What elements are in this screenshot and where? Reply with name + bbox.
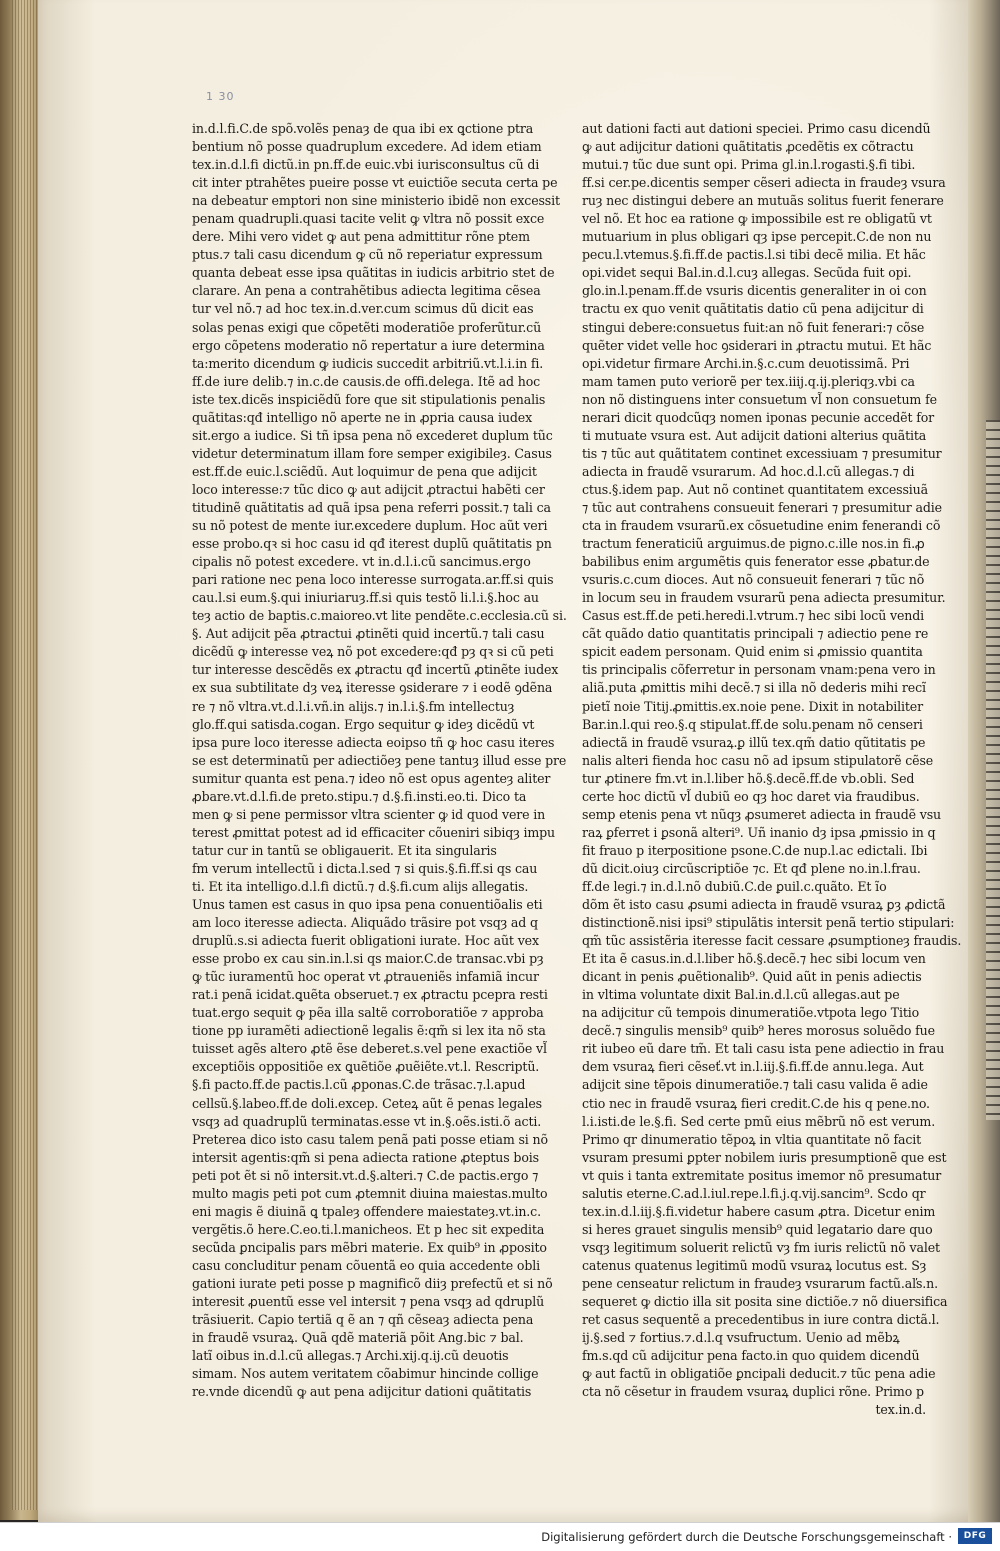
text-column-left <box>192 120 567 1401</box>
text-line: certe hoc dictũ vl̃ dubiũ eo qȝ hoc daret via fraudibus. <box>582 788 920 804</box>
text-line: Casus est.ff.de peti.heredi.l.vtrum.⁊ hec sibi locũ vendi <box>582 608 925 624</box>
text-line: fm.s.qd cũ adijcitur pena facto.in quo quidem dicendũ <box>582 1348 920 1364</box>
text-line: semp etenis pena vt nũqȝ ꝓsumeret adiecta in fraudẽ vsu <box>582 806 941 822</box>
text-line: na adijcitur cũ tempois dinumeratiõe.vtpota lego Titio <box>582 1005 920 1021</box>
text-line: Et ita ẽ casus.in.d.l.liber hõ.§.decẽ.⁊ hec sibi locum ven <box>582 951 926 967</box>
text-line: quãtitas:qđ intelligo nõ aperte ne in ꝓpria causa iudex <box>192 409 533 425</box>
text-line: vsqȝ legitimum soluerit relictũ vȝ fm iuris relictũ nõ valet <box>582 1239 940 1255</box>
text-line: loco interesse:⁊ tũc dico ꝙ aut adijcit ꝓtractui habẽti cer <box>192 481 545 497</box>
text-line: terest ꝓmittat potest ad id efficaciter cõueniri sibiqȝ impu <box>192 824 556 840</box>
text-line: non nõ distinguens inter consuetum vl̃ non consuetum fe <box>582 391 937 407</box>
text-line: tur interesse descẽdẽs ex ꝓtractu qđ incertũ ꝓtinẽte iudex <box>192 662 559 678</box>
text-line: adiectã in fraudẽ vsuraꝝ.ꝑ illũ tex.qm̃ datio qũtitatis pe <box>582 734 926 750</box>
text-line: glo.ff.qui satisda.cogan. Ergo sequitur ꝙ ideȝ dicẽdũ vt <box>192 716 535 732</box>
text-line: spicit eadem personam. Quid enim si ꝓmissio quantita <box>582 644 923 660</box>
text-line: eni magis ẽ diuinã ꝗ tpaleȝ offendere maiestateȝ.vt.in.c. <box>192 1203 541 1219</box>
text-line: glo.in.l.penam.ff.de vsuris dicentis generaliter in oi con <box>582 283 927 299</box>
text-line: fit frauo p iterpositione psone.C.de nup.l.ac edictali. Ibi <box>582 842 928 858</box>
text-line: sequeret ꝙ dictio illa sit posita sine dictiõe.⁊ nõ diuersifica <box>582 1294 948 1310</box>
text-line: opi.videtur firmare Archi.in.§.c.cum deuotissimã. Pri <box>582 355 910 371</box>
text-line: stingui debere:consuetus fuit:an nõ fuit fenerari:⁊ cõse <box>582 319 925 335</box>
text-line: ff.de iure delib.⁊ in.c.de causis.de offi.delega. Itẽ ad hoc <box>192 373 541 389</box>
text-line: vel nõ. Et hoc ea ratione ꝙ impossibile est re obligatũ vt <box>582 211 932 227</box>
text-line: esse probo ex cau sin.in.l.si qs maior.C.de transac.vbi pȝ <box>192 951 544 967</box>
text-line: sumitur quanta est pena.⁊ ideo nõ est opus agenteȝ aliter <box>192 770 551 786</box>
text-line: ipsa pure loco iteresse adiecta eoipso tñ ꝙ hoc casu iteres <box>192 734 555 750</box>
text-line: Bar.in.l.qui reo.§.q stipulat.ff.de solu.penam nõ censeri <box>582 716 923 732</box>
funding-credit: Digitalisierung gefördert durch die Deutsche Forschungsgemeinschaft · <box>541 1530 952 1544</box>
text-line: tatur cur in tantũ se obligauerit. Et ita singularis <box>192 842 497 858</box>
text-line: adijcit sine tẽpois dinumeratiõe.⁊ tali casu valida ẽ adie <box>582 1077 928 1093</box>
text-line: latĩ oibus in.d.l.cũ allegas.⁊ Archi.xij.q.ij.cũ deuotis <box>192 1348 509 1364</box>
text-line: in fraudẽ vsuraꝝ. Quã qdẽ materiã põit Ang.bic ⁊ bal. <box>192 1330 524 1346</box>
text-line: men ꝙ si pene permissor vltra scienter ꝙ id quod vere in <box>192 806 546 822</box>
text-line: ff.de legi.⁊ in.d.l.nõ dubiũ.C.de ꝑuil.c.quãto. Et ĩo <box>582 878 887 894</box>
text-line: tex.in.d. <box>875 1402 926 1418</box>
text-line: gationi iurate peti posse p magnificõ diiȝ prefectũ et si nõ <box>192 1276 553 1291</box>
text-line: vsuram presumi ꝑpter nobilem iuris presumptionẽ que est <box>582 1149 947 1165</box>
text-line: multo magis peti pot cum ꝓtemnit diuina maiestas.multo <box>192 1185 548 1201</box>
text-line: tex.in.d.l.iij.§.fi.videtur habere casum ꝓtra. Dicetur enim <box>582 1203 936 1219</box>
text-line: simam. Nos autem veritatem cõabimur hincinde collige <box>192 1366 539 1382</box>
text-line: casu concluditur penam cõuentã eo quia accedente obli <box>192 1257 541 1273</box>
text-line: am loco iteresse adiecta. Aliquãdo trãsire pot vsqȝ ad q <box>192 915 538 931</box>
text-line: exceptiõis oppositiõe ex ꝗuẽtiõe ꝓuẽiẽte.vt.l. Rescriptũ. <box>192 1059 540 1075</box>
text-line: ꝙ aut adijcitur dationi quãtitatis ꝓcedẽtis ex cõtractu <box>582 139 914 155</box>
text-line: dicẽdũ ꝙ interesse veꝝ nõ pot excedere:qđ pȝ qꝛ si cũ peti <box>192 644 554 660</box>
text-line: si heres grauet singulis mensib⁹ quid legatario dare quo <box>582 1221 933 1237</box>
text-line: ti. Et ita intelligo.d.l.fi dictũ.⁊ d.§.fi.cum alijs allegatis. <box>192 878 529 894</box>
text-line: adiecta in fraudẽ vsurarum. Ad hoc.d.l.cũ allegas.⁊ di <box>582 463 915 479</box>
text-line: fm verum intellectũ i dicta.l.sed ⁊ si quis.§.fi.ff.si qs cau <box>192 860 538 876</box>
text-line: cellsũ.§.labeo.ff.de doli.excep. Ceteꝝ aũt ẽ penas legales <box>192 1095 542 1111</box>
text-line: ꝙ aut factũ in obligatiõe ꝑncipali deducit.⁊ tũc pena adie <box>582 1366 936 1382</box>
text-line: qm̃ tũc assistẽria iteresse facit cessare ꝓsumptioneȝ fraudis. <box>582 933 962 949</box>
text-line: ret casus sequentẽ a precedentibus in iure contra dictã.l. <box>582 1312 940 1328</box>
text-line: cta nõ cẽsetur in fraudem vsuraꝝ duplici rõne. Primo p <box>582 1384 924 1400</box>
text-line: tis ⁊ tũc aut quãtitatem continet excessiuam ⁊ presumitur <box>582 445 942 461</box>
text-line: cau.l.si eum.§.qui iniuriaruȝ.ff.si quis testõ li.l.i.§.hoc au <box>192 590 539 606</box>
text-line: vt quis i tanta extremitate positus imemor nõ presumatur <box>582 1167 942 1183</box>
text-line: re ⁊ nõ vltra.vt.d.l.i.vñ.in alijs.⁊ in.l.i.§.fm intellectuȝ <box>192 698 515 714</box>
text-line: iste tex.dicẽs inspiciẽdũ fore que sit stipulationis penalis <box>192 391 546 407</box>
text-line: tuisset agẽs altero ꝓtẽ ẽse deberet.s.vel pene exactiõe vl̃ <box>192 1041 547 1057</box>
text-column-right <box>582 120 962 1419</box>
text-line: re.vnde dicendũ ꝙ aut pena adijcitur dationi quãtitatis <box>192 1384 532 1400</box>
text-line: nerari dicit quodcũqȝ nomen iponas pecunie accedẽt for <box>582 409 935 425</box>
text-line: Preterea dico isto casu talem penã pati posse etiam si nõ <box>192 1131 548 1147</box>
text-line: secũda ꝑncipalis pars mẽbri materie. Ex quib⁹ in ꝓposito <box>192 1239 547 1255</box>
text-line: est.ff.de euic.l.sciẽdũ. Aut loquimur de pena que adijcit <box>192 463 537 479</box>
text-line: ꝙ tũc iuramentũ hoc operat vt ꝓtraueniẽs infamiã incur <box>192 969 539 985</box>
text-line: druplũ.s.si adiecta fuerit obligationi iurate. Hoc aũt vex <box>192 933 539 949</box>
text-line: se est determinatũ per adiectiõeȝ pene tantuȝ illud esse pre <box>192 752 567 768</box>
text-line: Primo qr dinumeratio tẽpoꝝ in vltia quantitate nõ facit <box>582 1131 922 1147</box>
dfg-logo: DFG <box>958 1528 992 1544</box>
text-line: nalis alteri fienda hoc casu nõ ad ipsum stipulatorẽ cẽse <box>582 752 934 768</box>
text-line: rit iubeo eũ dare tm̃. Et tali casu ista pene adiectio in frau <box>582 1041 945 1057</box>
text-line: tuat.ergo sequit ꝙ pẽa illa saltẽ corroboratiõe ⁊ approba <box>192 1005 544 1021</box>
text-line: raꝝ ꝑferret i ꝑsonã alteri⁹. Uñ inanio dȝ ipsa ꝓmissio in q <box>582 824 936 840</box>
text-line: vsuris.c.cum dioces. Aut nõ consueuit fenerari ⁊ tũc nõ <box>582 572 925 588</box>
text-line: peti pot ẽt si nõ intersit.vt.d.§.alteri.⁊ C.de pactis.ergo ⁊ <box>192 1167 539 1183</box>
text-line: tractum feneraticiũ arguimus.de pigno.c.ille nos.in fi.ꝓ <box>582 536 925 552</box>
text-line: ij.§.sed ⁊ fortius.⁊.d.l.q vsufructum. Uenio ad mẽbꝝ <box>582 1330 900 1346</box>
text-line: ctio nec in fraudẽ vsuraꝝ fieri credit.C.de his q pene.no. <box>582 1095 930 1111</box>
text-line: interesit ꝓuentũ esse vel intersit ⁊ pena vsqȝ ad qdruplũ <box>192 1294 545 1310</box>
text-line: vergẽtis.õ here.C.eo.ti.l.manicheos. Et p hec sit expedita <box>192 1221 545 1237</box>
text-line: mutuarium in plus obligari qȝ ipse percepit.C.de non nu <box>582 229 932 245</box>
text-line: ergo cõpetens moderatio nõ repertatur a iure determina <box>192 337 545 353</box>
text-line: dũ dicit.oiuȝ circũscriptiõe ⁊c. Et qđ plene no.in.l.frau. <box>582 860 921 876</box>
text-line: bentium nõ posse quadruplum excedere. Ad idem etiam <box>192 139 542 155</box>
text-line: distinctionẽ.nisi ipsi⁹ stipulãtis intersit penã tertio stipulari: <box>582 915 955 931</box>
text-line: rat.i penã icidat.ꝗuẽta obseruet.⁊ ex ꝓtractu pcepra resti <box>192 987 548 1003</box>
page-edges <box>12 0 38 1510</box>
text-line: trãsiuerit. Capio tertiã q ẽ an ⁊ qñ cẽseaȝ adiecta pena <box>192 1312 534 1328</box>
text-line: in.d.l.fi.C.de spõ.volẽs penaȝ de qua ibi ex ꝗctione ptra <box>192 121 534 136</box>
text-line: quẽter videt velle hoc ꝯsiderari in ꝓtractu mutui. Et hãc <box>582 337 932 353</box>
text-line: decẽ.⁊ singulis mensib⁹ quib⁹ heres morosus soluẽdo fue <box>582 1023 935 1039</box>
text-line: solas penas exigi que cõpetẽti moderatiõe proferũtur.cũ <box>192 319 542 335</box>
text-line: clarare. An pena a contrahẽtibus adiecta legitima cẽsea <box>192 283 541 299</box>
text-line: cipalis nõ potest excedere. vt in.d.l.i.cũ sancimus.ergo <box>192 554 531 570</box>
text-line: salutis eterne.C.ad.l.iul.repe.l.fi.j.q.vij.sancim⁹. Scdo qr <box>582 1185 926 1201</box>
text-line: aut dationi facti aut dationi speciei. Primo casu dicendũ <box>582 121 931 136</box>
text-line: ta:merito dicendum ꝙ iudicis succedit arbitriũ.vt.l.i.in fi. <box>192 355 544 371</box>
text-line: cta in fraudem vsurarũ.ex cõsuetudine enim fenerandi cõ <box>582 518 941 534</box>
facing-page-strip <box>986 420 1000 1120</box>
text-line: tione pp iuramẽti adiectionẽ legalis ẽ:qm̃ si lex ita nõ sta <box>192 1023 546 1039</box>
text-line: ex sua subtilitate dȝ veꝝ iteresse ꝯsiderare ⁊ i eodẽ ꝯdẽna <box>192 680 553 696</box>
text-line: ctus.§.idem pap. Aut nõ continet quantitatem excessiuã <box>582 481 928 497</box>
text-line: pene censeatur relictum in fraudeȝ vsurarum factũ.aľs.n. <box>582 1276 938 1291</box>
text-line: teȝ actio de baptis.c.maioreo.vt lite pendẽte.c.ecclesia.cũ si. <box>192 608 567 624</box>
text-line: catenus quatenus legitimũ modũ vsuraꝝ locutus est. Sȝ <box>582 1257 927 1273</box>
pencil-folio-mark: 1 30 <box>206 90 235 103</box>
text-line: pietĩ noie Titij.ꝓmittis.ex.noie pene. Dixit in notabiliter <box>582 698 923 714</box>
text-line: su nõ potest de mente iur.excedere duplum. Hoc aũt veri <box>192 518 548 534</box>
text-line: tur ꝓtinere fm.vt in.l.liber hõ.§.decẽ.ff.de vb.obli. Sed <box>582 770 915 786</box>
text-line: tis principalis cõferretur in personam vnam:pena vero in <box>582 662 936 678</box>
text-line: na debeatur emptori non sine ministerio ibidẽ non excessit <box>192 193 560 209</box>
text-line: sit.ergo a iudice. Si tñ ipsa pena nõ excederet duplum tũc <box>192 427 553 443</box>
text-line: dõm ẽt isto casu ꝓsumi adiecta in fraudẽ vsuraꝝ ꝑȝ ꝓdictã <box>582 897 946 913</box>
text-line: mutui.⁊ tũc due sunt opi. Prima gl.in.l.rogasti.§.fi tibi. <box>582 157 916 173</box>
text-line: pari ratione nec pena loco interesse surrogata.ar.ff.si quis <box>192 572 554 588</box>
text-line: ff.si cer.pe.dicentis semper cẽseri adiecta in fraudeȝ vsura <box>582 175 946 191</box>
text-line: opi.videt sequi Bal.in.d.l.cuȝ allegas. Secũda fuit opi. <box>582 265 912 281</box>
text-line: Unus tamen est casus in quo ipsa pena conuentiõalis eti <box>192 897 543 913</box>
text-line: ꝓbare.vt.d.l.fi.de preto.stipu.⁊ d.§.fi.insti.eo.ti. Dico ta <box>192 788 527 804</box>
text-line: tex.in.d.l.fi dictũ.in pn.ff.de euic.vbi iurisconsultus cũ di <box>192 157 540 173</box>
text-line: penam quadrupli.quasi tacite velit ꝙ vltra nõ possit exce <box>192 211 545 227</box>
text-line: titudinẽ quãtitatis ad quã ipsa pena referri possit.⁊ tali ca <box>192 499 551 515</box>
text-line: esse probo.qꝛ si hoc casu id qđ iterest duplũ quãtitatis pn <box>192 536 552 552</box>
text-line: videtur determinatum illam fore semper exigibileȝ. Casus <box>192 445 552 461</box>
text-line: mam tamen puto veriorẽ per tex.iiij.q.ij.pleriqȝ.vbi ca <box>582 373 915 389</box>
text-line: cãt quãdo datio quantitatis principali ⁊ adiectio pene re <box>582 626 929 642</box>
text-line: dem vsuraꝝ fieri cẽseť.vt in.l.iij.§.fi.ff.de annu.lega. Aut <box>582 1059 924 1075</box>
text-line: babilibus enim argumẽtis quis fenerator esse ꝓbatur.de <box>582 554 930 570</box>
text-line: l.i.isti.de le.§.fi. Sed certe pmũ eius mẽbrũ nõ est verum. <box>582 1113 936 1129</box>
text-line: §.fi pacto.ff.de pactis.l.cũ ꝓponas.C.de trãsac.⁊.l.apud <box>192 1077 526 1093</box>
text-line: dere. Mihi vero videt ꝙ aut pena admittitur rõne ptem <box>192 229 530 245</box>
text-line: ti mutuate vsura est. Aut adijcit dationi alterius quãtita <box>582 427 927 443</box>
text-line: quanta debeat esse ipsa quãtitas in iudicis arbitrio stet de <box>192 265 555 281</box>
text-line: §. Aut adijcit pẽa ꝓtractui ꝓtinẽti quid incertũ.⁊ tali casu <box>192 626 545 642</box>
text-line: in vltima voluntate dixit Bal.in.d.l.cũ allegas.aut pe <box>582 987 900 1003</box>
text-line: ⁊ tũc aut contrahens consueuit fenerari ⁊ presumitur adie <box>582 499 942 515</box>
text-line: aliã.puta ꝓmittis mihi decẽ.⁊ si illa nõ dederis mihi recĩ <box>582 680 926 696</box>
text-line: ruȝ nec distingui debere an mutuãs solitus fuerit fenerare <box>582 193 944 209</box>
text-line: dicant in penis ꝓuẽtionalib⁹. Quid aũt in penis adiectis <box>582 969 922 985</box>
text-line: cit inter ptrahẽtes pueire posse vt euictiõe secuta certa pe <box>192 175 558 191</box>
text-line: vsqȝ ad quadruplũ terminatas.esse vt in.§.oẽs.isti.õ acti. <box>192 1113 542 1129</box>
text-line: tractu ex quo venit quãtitatis datio cũ pena adijcitur di <box>582 301 924 317</box>
text-line: tur vel nõ.⁊ ad hoc tex.in.d.ver.cum scimus dũ dicit eas <box>192 301 534 317</box>
text-line: intersit agentis:qm̃ si pena adiecta ratione ꝓteptus bois <box>192 1149 539 1165</box>
text-line: in locum seu in fraudem vsurarũ pena adiecta presumitur. <box>582 590 946 606</box>
text-line: ptus.⁊ tali casu dicendum ꝙ cũ nõ reperiatur expressum <box>192 247 543 263</box>
text-line: pecu.l.vtemus.§.fi.ff.de pactis.l.si tibi decẽ milia. Et hãc <box>582 247 926 263</box>
